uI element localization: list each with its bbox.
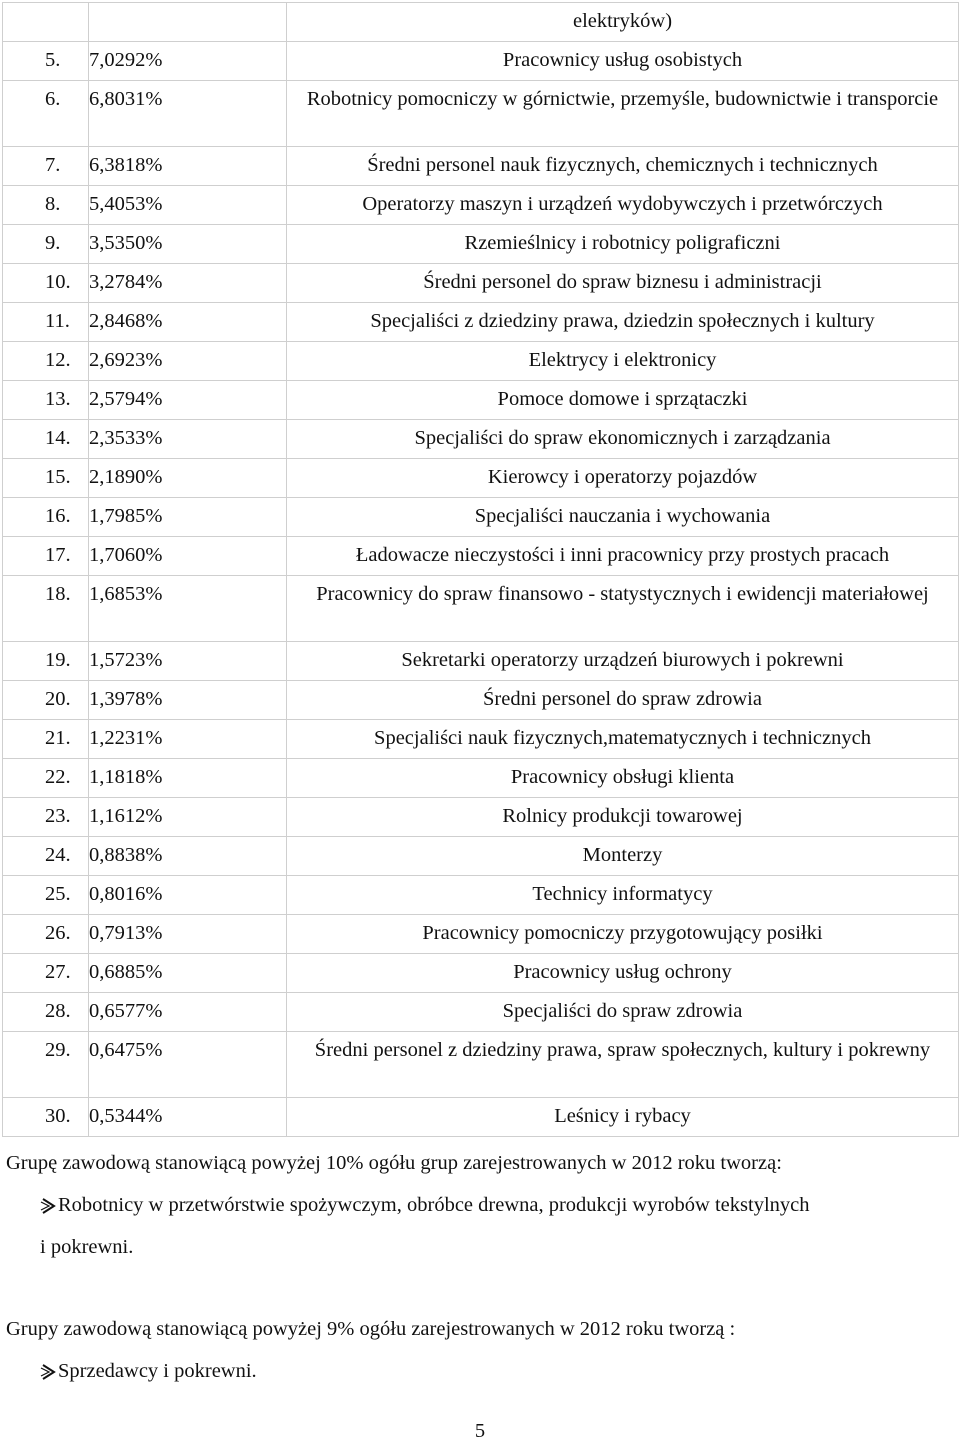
rank-cell	[3, 420, 89, 459]
percent-cell	[89, 1098, 287, 1137]
rank-value: 27.	[45, 961, 71, 983]
table-row	[3, 681, 959, 720]
occupation-cell	[287, 420, 959, 459]
occupation-cell	[287, 837, 959, 876]
table-row	[3, 642, 959, 681]
rank-value: 5.	[45, 49, 61, 71]
occupation-cell	[287, 1098, 959, 1137]
rank-cell	[3, 342, 89, 381]
rank-cell	[3, 81, 89, 147]
table-row	[3, 264, 959, 303]
rank-cell	[3, 642, 89, 681]
rank-cell	[3, 303, 89, 342]
table-row	[3, 1098, 959, 1137]
percent-value: 1,2231%	[89, 727, 163, 749]
rank-cell	[3, 498, 89, 537]
table-row	[3, 915, 959, 954]
percent-value: 3,2784%	[89, 271, 163, 293]
bullet-text: Sprzedawcy i pokrewni.	[58, 1360, 257, 1382]
percent-cell	[89, 225, 287, 264]
percent-value: 2,3533%	[89, 427, 163, 449]
percent-value: 1,5723%	[89, 649, 163, 671]
arrow-bullet-icon	[40, 1363, 58, 1381]
percent-cell	[89, 681, 287, 720]
occupation-cell	[287, 576, 959, 642]
table-row	[3, 837, 959, 876]
percent-value: 1,7985%	[89, 505, 163, 527]
percent-cell	[89, 993, 287, 1032]
occupation-cell	[287, 3, 959, 42]
rank-value: 7.	[45, 154, 61, 176]
percent-value: 1,1818%	[89, 766, 163, 788]
percent-cell	[89, 537, 287, 576]
occupation-name: Technicy informatycy	[532, 883, 713, 905]
percent-cell	[89, 1032, 287, 1098]
rank-value: 18.	[45, 583, 71, 605]
occupation-name: Pracownicy pomocniczy przygotowujący posiłki	[422, 922, 823, 944]
rank-cell	[3, 876, 89, 915]
percent-value: 3,5350%	[89, 232, 163, 254]
occupation-cell	[287, 759, 959, 798]
rank-value: 24.	[45, 844, 71, 866]
table-row	[3, 303, 959, 342]
occupation-name: Specjaliści do spraw zdrowia	[502, 1000, 743, 1022]
table-row	[3, 876, 959, 915]
percent-value: 6,3818%	[89, 154, 163, 176]
summary-bullet-1-continuation: i pokrewni.	[40, 1236, 134, 1258]
rank-cell	[3, 954, 89, 993]
rank-value: 15.	[45, 466, 71, 488]
percent-cell	[89, 954, 287, 993]
occupation-cell	[287, 642, 959, 681]
percent-value: 0,6577%	[89, 1000, 163, 1022]
rank-value: 23.	[45, 805, 71, 827]
occupation-name: Pomoce domowe i sprzątaczki	[497, 388, 748, 410]
rank-cell	[3, 798, 89, 837]
percent-value: 6,8031%	[89, 88, 163, 110]
percent-cell	[89, 798, 287, 837]
occupation-cell	[287, 1032, 959, 1098]
occupation-name: Pracownicy usług osobistych	[502, 49, 743, 71]
rank-value: 29.	[45, 1039, 71, 1061]
rank-cell	[3, 681, 89, 720]
summary-bullet-2	[40, 1358, 257, 1385]
rank-cell	[3, 1032, 89, 1098]
rank-cell	[3, 147, 89, 186]
percent-value: 0,8838%	[89, 844, 163, 866]
percent-cell	[89, 459, 287, 498]
occupation-cell	[287, 303, 959, 342]
percent-cell	[89, 42, 287, 81]
percent-value: 1,1612%	[89, 805, 163, 827]
rank-value: 22.	[45, 766, 71, 788]
occupation-cell	[287, 681, 959, 720]
rank-cell	[3, 3, 89, 42]
table-row	[3, 42, 959, 81]
occupation-cell	[287, 342, 959, 381]
rank-cell	[3, 264, 89, 303]
occupation-cell	[287, 720, 959, 759]
rank-value: 26.	[45, 922, 71, 944]
rank-cell	[3, 993, 89, 1032]
occupation-name: Monterzy	[582, 844, 663, 866]
occupation-cell	[287, 798, 959, 837]
percent-cell	[89, 342, 287, 381]
rank-cell	[3, 915, 89, 954]
occupation-name: Sekretarki operatorzy urządzeń biurowych i pokrewni	[401, 649, 844, 671]
occupation-name: Specjaliści nauk fizycznych,matematycznych i technicznych	[374, 727, 871, 749]
rank-cell	[3, 720, 89, 759]
page-number: 5	[474, 1420, 486, 1442]
occupation-cell	[287, 876, 959, 915]
occupation-cell	[287, 42, 959, 81]
percent-cell	[89, 876, 287, 915]
percent-cell	[89, 147, 287, 186]
rank-cell	[3, 186, 89, 225]
occupation-cell	[287, 264, 959, 303]
percent-value: 0,6885%	[89, 961, 163, 983]
table-row	[3, 342, 959, 381]
occupation-name: Specjaliści z dziedziny prawa, dziedzin społecznych i kultury	[370, 310, 875, 332]
occupation-name: Rzemieślnicy i robotnicy poligraficzni	[464, 232, 781, 254]
occupation-name: Specjaliści nauczania i wychowania	[474, 505, 771, 527]
summary-paragraph-2: Grupy zawodową stanowiącą powyżej 9% ogółu zarejestrowanych w 2012 roku tworzą :	[6, 1318, 736, 1340]
rank-cell	[3, 837, 89, 876]
percent-cell	[89, 264, 287, 303]
occupation-name: Średni personel do spraw zdrowia	[483, 688, 762, 710]
occupation-cell	[287, 915, 959, 954]
percent-cell	[89, 837, 287, 876]
occupation-cell	[287, 459, 959, 498]
table-row	[3, 576, 959, 642]
occupation-name: Średni personel z dziedziny prawa, spraw społecznych, kultury i pokrewny	[314, 1039, 931, 1061]
percent-cell	[89, 576, 287, 642]
percent-cell	[89, 420, 287, 459]
occupation-name: Średni personel do spraw biznesu i administracji	[423, 271, 822, 293]
rank-cell	[3, 381, 89, 420]
occupation-name: Pracownicy usług ochrony	[513, 961, 732, 983]
percent-value: 1,3978%	[89, 688, 163, 710]
percent-cell	[89, 81, 287, 147]
rank-value: 20.	[45, 688, 71, 710]
summary-paragraph-1: Grupę zawodową stanowiącą powyżej 10% ogółu grup zarejestrowanych w 2012 roku tworzą:	[6, 1152, 782, 1174]
percent-cell	[89, 3, 287, 42]
occupation-cell	[287, 381, 959, 420]
summary-bullet-1	[40, 1192, 809, 1219]
occupation-name: elektryków)	[572, 10, 673, 32]
occupation-name: Pracownicy obsługi klienta	[510, 766, 735, 788]
rank-value: 13.	[45, 388, 71, 410]
occupation-cell	[287, 993, 959, 1032]
table-row	[3, 81, 959, 147]
table-row	[3, 498, 959, 537]
percent-value: 0,8016%	[89, 883, 163, 905]
percent-cell	[89, 303, 287, 342]
occupation-name: Operatorzy maszyn i urządzeń wydobywczych i przetwórczych	[362, 193, 883, 215]
percent-cell	[89, 498, 287, 537]
percent-value: 2,6923%	[89, 349, 163, 371]
rank-value: 16.	[45, 505, 71, 527]
rank-value: 9.	[45, 232, 61, 254]
percent-cell	[89, 720, 287, 759]
rank-value: 11.	[45, 310, 70, 332]
occupation-name: Elektrycy i elektronicy	[528, 349, 717, 371]
occupation-cell	[287, 186, 959, 225]
occupation-cell	[287, 954, 959, 993]
percent-cell	[89, 381, 287, 420]
occupation-table-body	[3, 3, 959, 1137]
rank-value: 25.	[45, 883, 71, 905]
rank-cell	[3, 537, 89, 576]
percent-cell	[89, 186, 287, 225]
occupation-name: Robotnicy pomocniczy w górnictwie, przemyśle, budownictwie i transporcie	[306, 88, 939, 110]
occupation-cell	[287, 81, 959, 147]
percent-value: 5,4053%	[89, 193, 163, 215]
occupation-name: Pracownicy do spraw finansowo - statystycznych i ewidencji materiałowej	[316, 583, 929, 605]
rank-value: 8.	[45, 193, 61, 215]
rank-value: 10.	[45, 271, 71, 293]
occupation-table	[2, 2, 959, 1137]
table-row	[3, 720, 959, 759]
table-row	[3, 954, 959, 993]
rank-cell	[3, 1098, 89, 1137]
rank-value: 14.	[45, 427, 71, 449]
rank-value: 30.	[45, 1105, 71, 1127]
percent-value: 2,8468%	[89, 310, 163, 332]
table-row	[3, 459, 959, 498]
percent-value: 7,0292%	[89, 49, 163, 71]
percent-value: 0,5344%	[89, 1105, 163, 1127]
arrow-bullet-icon	[40, 1197, 58, 1215]
occupation-name: Specjaliści do spraw ekonomicznych i zarządzania	[414, 427, 831, 449]
rank-value: 19.	[45, 649, 71, 671]
table-row	[3, 798, 959, 837]
percent-value: 1,7060%	[89, 544, 163, 566]
occupation-name: Kierowcy i operatorzy pojazdów	[487, 466, 758, 488]
table-row	[3, 186, 959, 225]
occupation-cell	[287, 537, 959, 576]
table-row	[3, 420, 959, 459]
occupation-name: Rolnicy produkcji towarowej	[502, 805, 743, 827]
rank-cell	[3, 459, 89, 498]
percent-cell	[89, 915, 287, 954]
percent-value: 0,7913%	[89, 922, 163, 944]
table-row	[3, 3, 959, 42]
rank-value: 6.	[45, 88, 61, 110]
rank-cell	[3, 225, 89, 264]
table-row	[3, 1032, 959, 1098]
occupation-cell	[287, 225, 959, 264]
table-row	[3, 537, 959, 576]
rank-value: 17.	[45, 544, 71, 566]
rank-value: 12.	[45, 349, 71, 371]
rank-value: 21.	[45, 727, 71, 749]
table-row	[3, 993, 959, 1032]
table-row	[3, 381, 959, 420]
rank-cell	[3, 759, 89, 798]
percent-cell	[89, 642, 287, 681]
occupation-cell	[287, 147, 959, 186]
occupation-name: Leśnicy i rybacy	[554, 1105, 691, 1127]
percent-value: 2,5794%	[89, 388, 163, 410]
percent-value: 1,6853%	[89, 583, 163, 605]
table-row	[3, 759, 959, 798]
percent-value: 0,6475%	[89, 1039, 163, 1061]
bullet-text: Robotnicy w przetwórstwie spożywczym, obróbce drewna, produkcji wyrobów tekstylnych	[58, 1194, 810, 1216]
percent-value: 2,1890%	[89, 466, 163, 488]
table-row	[3, 225, 959, 264]
occupation-name: Ładowacze nieczystości i inni pracownicy przy prostych pracach	[355, 544, 890, 566]
occupation-cell	[287, 498, 959, 537]
rank-cell	[3, 42, 89, 81]
table-row	[3, 147, 959, 186]
rank-value: 28.	[45, 1000, 71, 1022]
percent-cell	[89, 759, 287, 798]
occupation-name: Średni personel nauk fizycznych, chemicznych i technicznych	[367, 154, 878, 176]
rank-cell	[3, 576, 89, 642]
